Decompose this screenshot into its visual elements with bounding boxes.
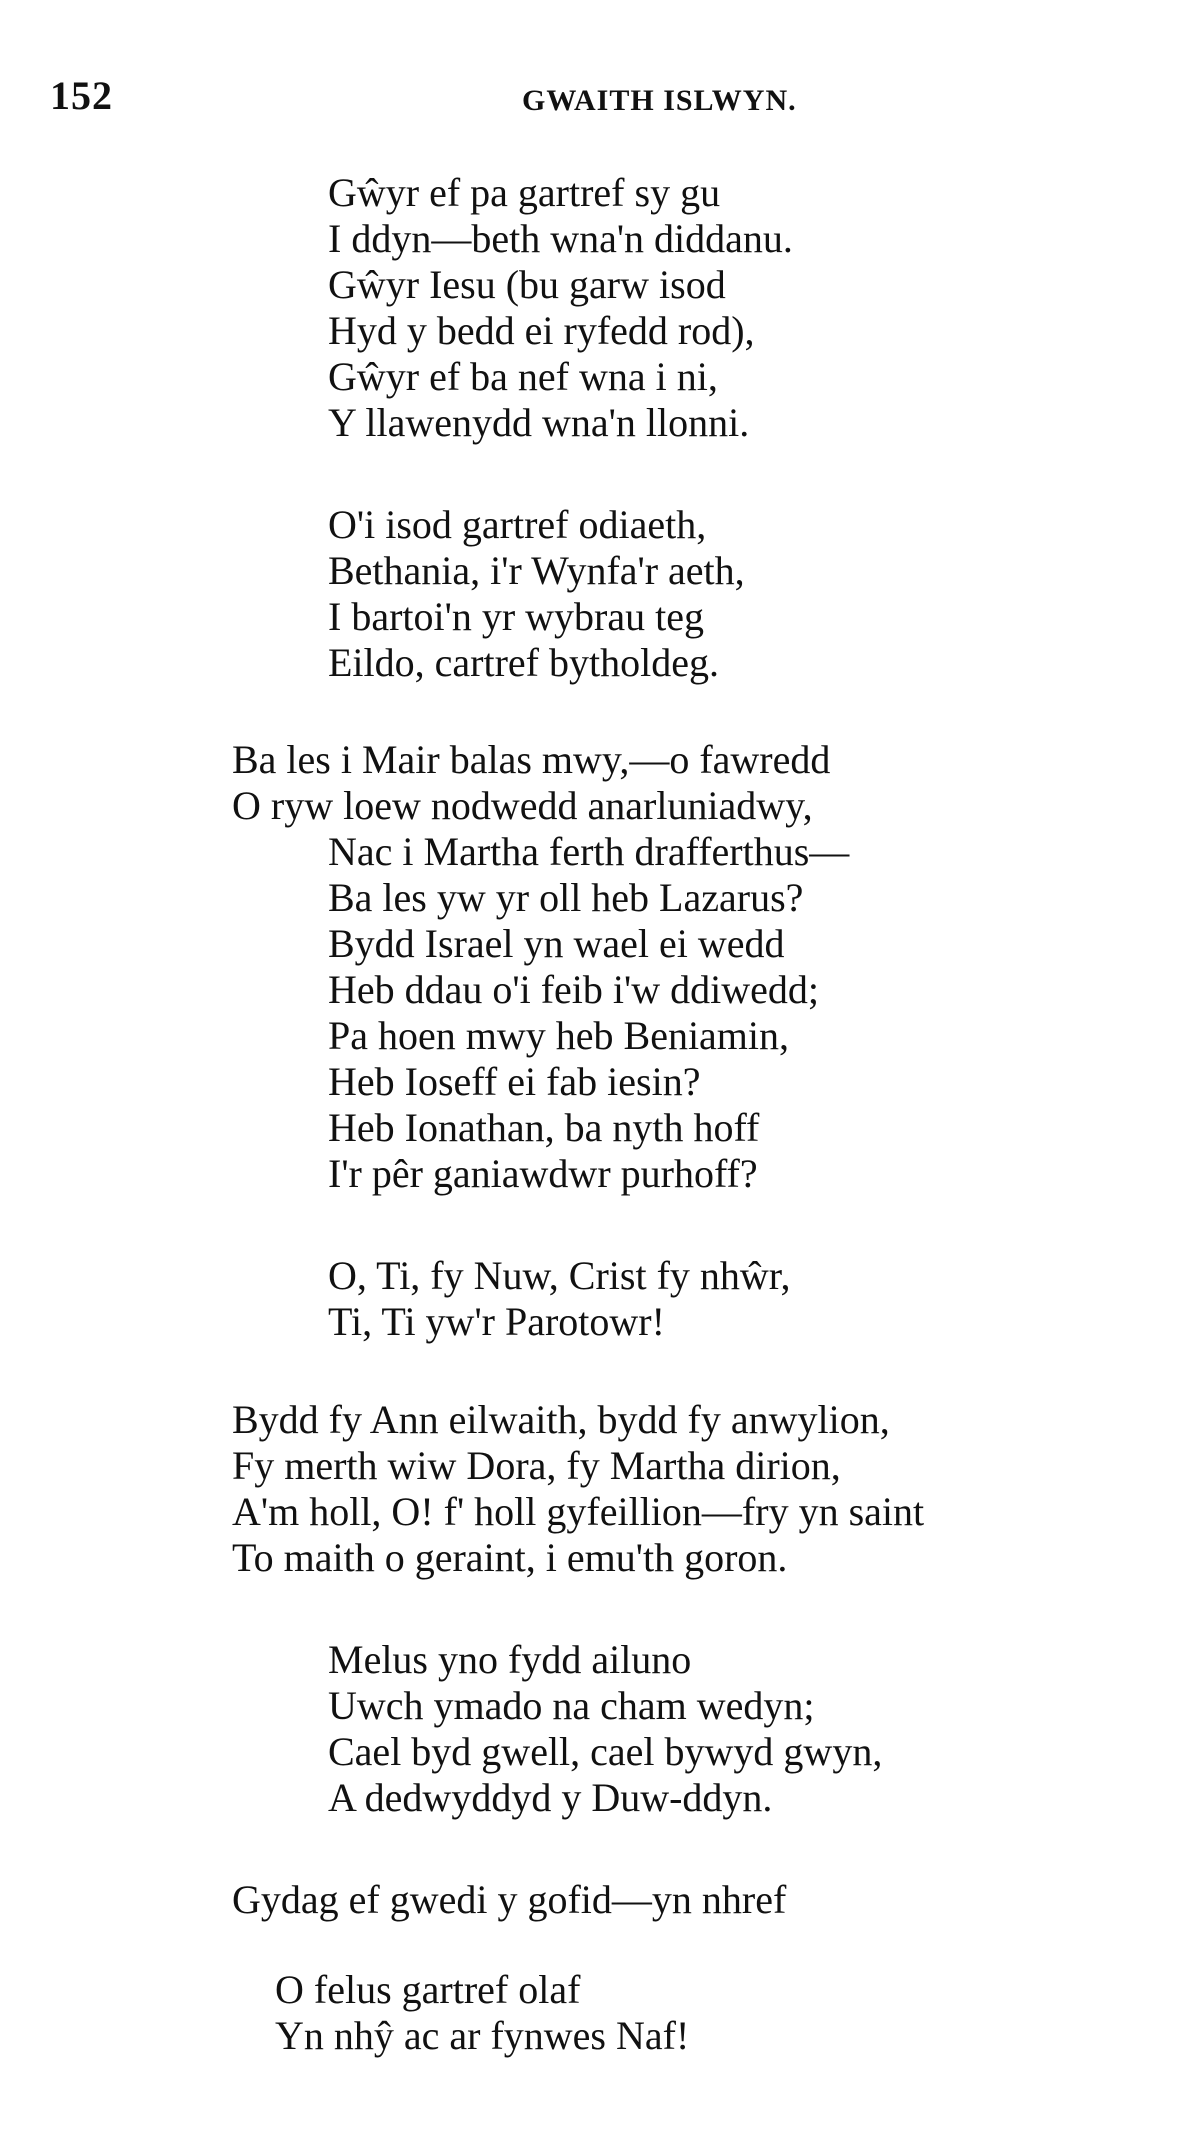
verse-line: Pa hoen mwy heb Beniamin, [328,1013,790,1058]
verse-line: Eildo, cartref bytholdeg. [328,640,719,685]
verse-line: Fy merth wiw Dora, fy Martha dirion, [232,1443,841,1488]
verse-line: O, Ti, fy Nuw, Crist fy nhŵr, [328,1253,791,1298]
verse-line: Ti, Ti yw'r Parotowr! [328,1299,665,1344]
verse-line: Y llawenydd wna'n llonni. [328,400,750,445]
verse-line: Bydd fy Ann eilwaith, bydd fy anwylion, [232,1397,890,1442]
verse-line: Gydag ef gwedi y gofid—yn nhref [232,1877,787,1922]
verse-line: Ba les i Mair balas mwy,—o fawredd [232,737,831,782]
verse-line: Uwch ymado na cham wedyn; [328,1683,815,1728]
verse-line: Gŵyr Iesu (bu garw isod [328,262,726,307]
verse-line: Heb Ioseff ei fab iesin? [328,1059,701,1104]
verse-line: Melus yno fydd ailuno [328,1637,692,1682]
verse-line: Nac i Martha ferth drafferthus— [328,829,850,874]
verse-line: O'i isod gartref odiaeth, [328,502,707,547]
running-title: GWAITH ISLWYN. [522,84,797,117]
verse-line: Ba les yw yr oll heb Lazarus? [328,875,804,920]
verse-line: Bethania, i'r Wynfa'r aeth, [328,548,745,593]
verse-line: Heb Ionathan, ba nyth hoff [328,1105,760,1150]
verse-line: Bydd Israel yn wael ei wedd [328,921,785,966]
verse-line: A dedwyddyd y Duw-ddyn. [328,1775,773,1820]
verse-line: To maith o geraint, i emu'th goron. [232,1535,788,1580]
verse-line: O ryw loew nodwedd anarluniadwy, [232,783,813,828]
verse-line: I bartoi'n yr wybrau teg [328,594,704,639]
verse-line: A'm holl, O! f' holl gyfeillion—fry yn saint [232,1489,925,1534]
page-header [50,72,1140,132]
verse-line: I ddyn—beth wna'n diddanu. [328,216,793,261]
verse-line: Heb ddau o'i feib i'w ddiwedd; [328,967,819,1012]
verse-line: Gŵyr ef ba nef wna i ni, [328,354,718,399]
verse-line: O felus gartref olaf [275,1967,581,2012]
verse-line: Cael byd gwell, cael bywyd gwyn, [328,1729,883,1774]
verse-line: Hyd y bedd ei ryfedd rod), [328,308,755,353]
verse-line: Yn nhŷ ac ar fynwes Naf! [275,2013,690,2058]
page-number: 152 [50,73,113,118]
verse-line: I'r pêr ganiawdwr purhoff? [328,1151,758,1196]
verse-line: Gŵyr ef pa gartref sy gu [328,170,721,215]
